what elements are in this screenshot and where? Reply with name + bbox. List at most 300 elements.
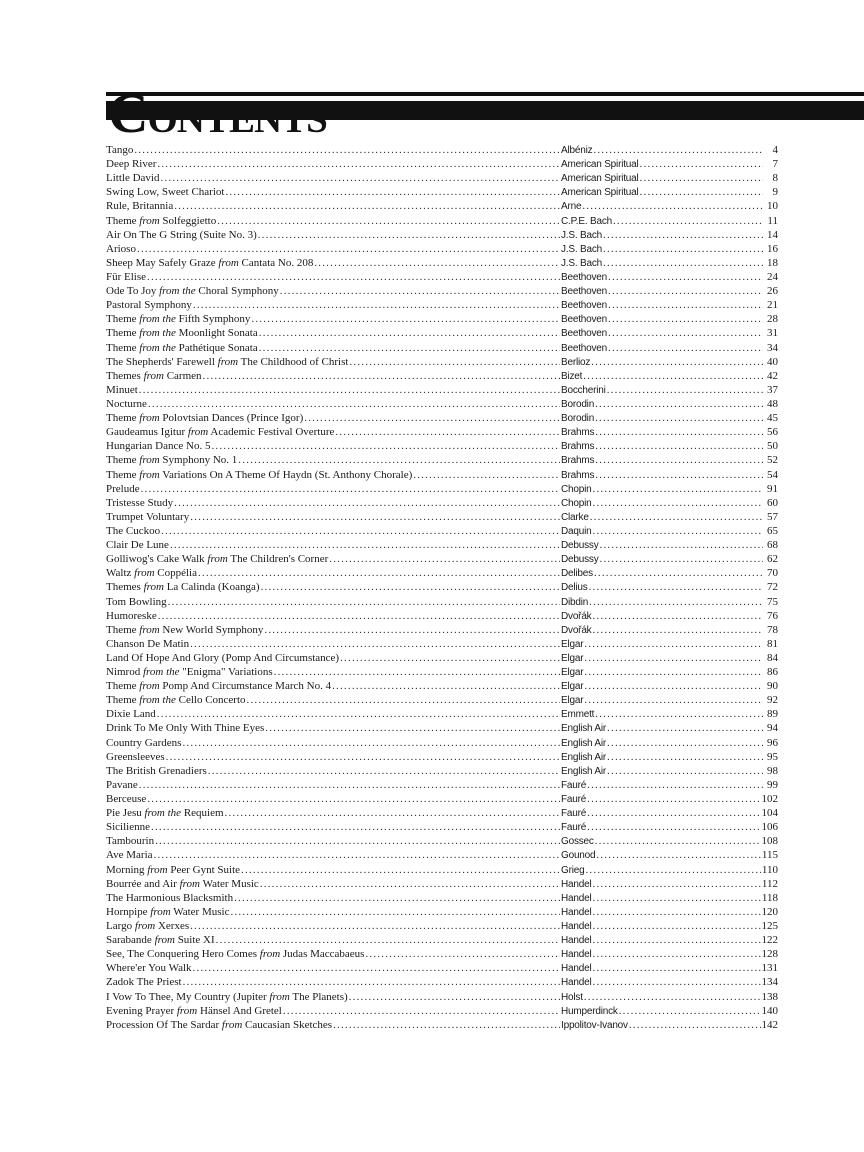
- entry-title: [106, 538, 169, 552]
- dot-leader: [258, 228, 560, 242]
- entry-page-number: 108: [761, 835, 778, 848]
- entry-source-connector: from: [207, 553, 228, 566]
- entry-title: [106, 341, 258, 355]
- contents-entry: [106, 256, 778, 270]
- entry-page-number: 52: [767, 454, 778, 467]
- entry-title-column: [106, 990, 561, 1004]
- dot-leader: [607, 721, 763, 735]
- entry-page-number: 142: [761, 1018, 778, 1031]
- entry-page-number: 54: [767, 468, 778, 481]
- dot-leader: [585, 863, 760, 877]
- entry-composer-column: [561, 468, 778, 483]
- entry-page-number: 128: [761, 948, 778, 961]
- entry-page-number: 57: [767, 510, 778, 523]
- contents-entry: [106, 538, 778, 552]
- entry-page-number: 138: [761, 990, 778, 1003]
- entry-source-connector: from the: [139, 341, 176, 354]
- dot-leader: [592, 623, 763, 637]
- contents-entry: [106, 1018, 778, 1032]
- dot-leader: [603, 242, 763, 256]
- entry-page-number: 92: [767, 694, 778, 707]
- entry-title-text: Nocturne: [106, 397, 147, 410]
- contents-entry: [106, 736, 778, 750]
- dot-leader: [600, 538, 763, 552]
- entry-page-number: 65: [767, 524, 778, 537]
- dot-leader: [608, 298, 763, 312]
- entry-title-text: The Shepherds' Farewell: [106, 355, 215, 368]
- entry-title-column: [106, 214, 561, 228]
- entry-title: [106, 453, 237, 467]
- entry-source-work: Judas Maccabaeus: [282, 948, 365, 961]
- entry-composer-column: [561, 397, 778, 412]
- dot-leader: [608, 312, 763, 326]
- entry-title-column: [106, 806, 561, 820]
- dot-leader: [147, 792, 560, 806]
- dot-leader: [193, 961, 560, 975]
- entry-composer: Elgar: [561, 695, 584, 707]
- entry-composer-column: [561, 242, 778, 257]
- dot-leader: [147, 270, 560, 284]
- entry-composer-column: [561, 143, 778, 158]
- dot-leader: [608, 284, 763, 298]
- entry-title-column: [106, 453, 561, 467]
- entry-composer: J.S. Bach: [561, 229, 602, 241]
- contents-entry: [106, 185, 778, 199]
- entry-source-connector: from: [176, 1004, 198, 1017]
- contents-entry: [106, 609, 778, 623]
- entry-title-text: Pastoral Symphony: [106, 299, 192, 312]
- contents-entry: [106, 679, 778, 693]
- entry-title: [106, 1018, 332, 1032]
- entry-title-column: [106, 284, 561, 298]
- dot-leader: [593, 919, 761, 933]
- dot-leader: [208, 764, 560, 778]
- contents-entry: [106, 1004, 778, 1018]
- entry-composer-column: [561, 750, 778, 765]
- entry-page-number: 34: [767, 341, 778, 354]
- entry-title-column: [106, 693, 561, 707]
- entry-title-column: [106, 298, 561, 312]
- dot-leader: [217, 214, 560, 228]
- entry-page-number: 125: [761, 920, 778, 933]
- entry-title-text: Golliwog's Cake Walk: [106, 553, 205, 566]
- entry-composer: English Air: [561, 723, 607, 735]
- entry-composer-column: [561, 510, 778, 525]
- dot-leader: [230, 905, 560, 919]
- entry-title-text: Land Of Hope And Glory (Pomp And Circumstance): [106, 651, 340, 664]
- entry-title: [106, 721, 264, 735]
- entry-source-connector: from: [134, 920, 156, 933]
- entry-source-connector: from the: [139, 327, 176, 340]
- entry-composer: Elgar: [561, 681, 584, 693]
- contents-entry: [106, 933, 778, 947]
- entry-title: [106, 820, 150, 834]
- entry-source-connector: from: [139, 468, 160, 481]
- contents-entry: [106, 707, 778, 721]
- entry-page-number: 24: [767, 270, 778, 283]
- dot-leader: [260, 877, 560, 891]
- entry-composer-column: [561, 721, 778, 736]
- entry-title-column: [106, 411, 561, 425]
- entry-source-connector: from the: [139, 313, 176, 326]
- entry-title: [106, 468, 412, 482]
- entry-title-text: The Harmonious Blacksmith: [106, 891, 234, 904]
- contents-entry: [106, 764, 778, 778]
- entry-title-column: [106, 933, 561, 947]
- entry-source-connector: from the: [142, 666, 180, 679]
- dot-leader: [141, 482, 560, 496]
- dot-leader: [593, 524, 764, 538]
- entry-title-column: [106, 665, 561, 679]
- entry-title: [106, 439, 210, 453]
- contents-entry: [106, 171, 778, 185]
- entry-composer: Fauré: [561, 808, 587, 820]
- entry-source-work: Coppélia: [157, 567, 197, 580]
- entry-composer: Chopin: [561, 483, 592, 495]
- entry-composer: Holst: [561, 991, 583, 1003]
- entry-composer: Elgar: [561, 638, 584, 650]
- contents-entry: [106, 482, 778, 496]
- dot-leader: [584, 637, 763, 651]
- dot-leader: [198, 566, 560, 580]
- entry-title-column: [106, 312, 561, 326]
- entry-title-column: [106, 439, 561, 453]
- entry-composer: Bizet: [561, 370, 583, 382]
- entry-title: [106, 990, 348, 1004]
- dot-leader: [607, 764, 763, 778]
- contents-entry: [106, 975, 778, 989]
- dot-leader: [238, 453, 560, 467]
- entry-page-number: 45: [767, 412, 778, 425]
- dot-leader: [607, 736, 763, 750]
- entry-title-text: Themes: [106, 581, 141, 594]
- entry-page-number: 112: [761, 877, 778, 890]
- entry-title-text: Ode To Joy: [106, 285, 157, 298]
- entry-title-text: Pavane: [106, 778, 138, 791]
- entry-source-connector: from: [218, 256, 239, 269]
- entry-title-column: [106, 750, 561, 764]
- entry-source-work: Carmen: [166, 369, 202, 382]
- dot-leader: [190, 510, 560, 524]
- entry-composer: Beethoven: [561, 271, 608, 283]
- entry-page-number: 90: [767, 680, 778, 693]
- entry-composer: C.P.E. Bach: [561, 215, 612, 227]
- entry-title-text: Little David: [106, 172, 160, 185]
- entry-page-number: 98: [767, 764, 778, 777]
- entry-page-number: 14: [767, 228, 778, 241]
- dot-leader: [595, 397, 763, 411]
- dot-leader: [593, 877, 761, 891]
- entry-title-text: Theme: [106, 313, 137, 326]
- entry-title: [106, 298, 192, 312]
- entry-source-work: Variations On A Theme Of Haydn (St. Anthony Chorale): [162, 468, 413, 481]
- entry-page-number: 28: [767, 313, 778, 326]
- entry-page-number: 96: [767, 736, 778, 749]
- entry-composer: Gossec: [561, 836, 594, 848]
- entry-source-connector: from the: [159, 285, 196, 298]
- entry-title: [106, 891, 233, 905]
- entry-page-number: 62: [767, 553, 778, 566]
- contents-entry: [106, 228, 778, 242]
- dot-leader: [587, 778, 763, 792]
- entry-title-text: Sarabande: [106, 934, 152, 947]
- entry-title: [106, 383, 138, 397]
- entry-source-connector: from: [134, 567, 155, 580]
- entry-title-text: Humoreske: [106, 609, 157, 622]
- entry-page-number: 68: [767, 539, 778, 552]
- entry-composer-column: [561, 199, 778, 214]
- entry-page-number: 60: [767, 496, 778, 509]
- entry-composer: Ippolitov-Ivanov: [561, 1019, 628, 1031]
- entry-title-text: Evening Prayer: [106, 1004, 175, 1017]
- contents-entry: [106, 961, 778, 975]
- entry-source-connector: from: [143, 581, 164, 594]
- dot-leader: [413, 468, 560, 482]
- contents-entry: [106, 552, 778, 566]
- entry-composer: Brahms: [561, 455, 595, 467]
- entry-source-work: Symphony No. 1: [162, 454, 238, 467]
- dot-leader: [603, 256, 763, 270]
- entry-composer-column: [561, 595, 778, 610]
- contents-list: [106, 143, 778, 1032]
- entry-composer: American Spiritual: [561, 173, 639, 185]
- dot-leader: [333, 1018, 560, 1032]
- entry-title: [106, 157, 156, 171]
- entry-page-number: 81: [767, 637, 778, 650]
- entry-source-connector: from: [221, 1018, 243, 1031]
- entry-title-text: Theme: [106, 680, 137, 693]
- entry-composer-column: [561, 355, 778, 370]
- entry-composer-column: [561, 877, 778, 892]
- entry-source-connector: from: [187, 426, 209, 439]
- entry-page-number: 89: [767, 708, 778, 721]
- contents-entry: [106, 157, 778, 171]
- entry-composer: Handel: [561, 878, 592, 890]
- dot-leader: [160, 171, 560, 185]
- dot-leader: [595, 411, 763, 425]
- entry-composer-column: [561, 820, 778, 835]
- entry-source-connector: from: [217, 355, 239, 368]
- entry-title: [106, 552, 328, 566]
- dot-leader: [151, 820, 560, 834]
- entry-page-number: 56: [767, 426, 778, 439]
- dot-leader: [593, 961, 761, 975]
- entry-page-number: 120: [761, 905, 778, 918]
- entry-title-column: [106, 651, 561, 665]
- entry-composer-column: [561, 425, 778, 440]
- entry-composer: Humperdinck: [561, 1005, 618, 1017]
- entry-title-text: Tango: [106, 144, 134, 156]
- entry-title-text: Prelude: [106, 482, 140, 495]
- entry-title-text: Trumpet Voluntary: [106, 510, 190, 523]
- dot-leader: [587, 820, 760, 834]
- entry-title-text: Theme: [106, 468, 137, 481]
- entry-composer-column: [561, 848, 778, 863]
- entry-title-column: [106, 580, 561, 594]
- dot-leader: [593, 947, 761, 961]
- entry-title-column: [106, 228, 561, 242]
- dot-leader: [251, 312, 560, 326]
- entry-title: [106, 764, 207, 778]
- dot-leader: [596, 848, 761, 862]
- entry-composer: Albéniz: [561, 145, 593, 156]
- entry-composer-column: [561, 792, 778, 807]
- dot-leader: [134, 143, 560, 157]
- entry-title: [106, 975, 182, 989]
- entry-source-connector: from: [139, 214, 160, 227]
- entry-title: [106, 750, 165, 764]
- entry-title-column: [106, 623, 561, 637]
- entry-composer-column: [561, 552, 778, 567]
- entry-title-text: Minuet: [106, 383, 138, 396]
- entry-page-number: 48: [767, 397, 778, 410]
- entry-title-text: Ave Maria: [106, 849, 153, 862]
- contents-entry: [106, 214, 778, 228]
- entry-page-number: 4: [772, 144, 778, 156]
- dot-leader: [139, 778, 560, 792]
- entry-composer-column: [561, 905, 778, 920]
- dot-leader: [595, 834, 761, 848]
- entry-source-connector: from the: [139, 694, 176, 707]
- entry-composer-column: [561, 863, 778, 878]
- entry-title-column: [106, 425, 561, 439]
- contents-entry: [106, 566, 778, 580]
- entry-title-text: Country Gardens: [106, 736, 182, 749]
- contents-entry: [106, 510, 778, 524]
- entry-page-number: 40: [767, 355, 778, 368]
- entry-composer-column: [561, 736, 778, 751]
- contents-entry: [106, 637, 778, 651]
- entry-title-column: [106, 566, 561, 580]
- entry-composer-column: [561, 693, 778, 708]
- entry-source-work: New World Symphony: [162, 623, 264, 636]
- entry-page-number: 94: [767, 722, 778, 735]
- entry-title-column: [106, 341, 561, 355]
- entry-title-text: The British Grenadiers: [106, 764, 207, 777]
- entry-source-connector: from: [139, 623, 160, 636]
- entry-composer-column: [561, 326, 778, 341]
- entry-composer: Dvořák: [561, 624, 592, 636]
- entry-title-column: [106, 256, 561, 270]
- dot-leader: [190, 637, 560, 651]
- entry-source-work: Choral Symphony: [198, 285, 279, 298]
- dot-leader: [247, 693, 560, 707]
- entry-title-column: [106, 961, 561, 975]
- entry-composer: Delibes: [561, 568, 593, 580]
- entry-title: [106, 693, 246, 707]
- dot-leader: [600, 552, 763, 566]
- dot-leader: [314, 256, 560, 270]
- entry-composer: American Spiritual: [561, 187, 639, 199]
- dot-leader: [182, 736, 560, 750]
- contents-entry: [106, 383, 778, 397]
- dot-leader: [584, 665, 763, 679]
- entry-title: [106, 143, 133, 157]
- entry-title: [106, 834, 154, 848]
- entry-composer: Emmett: [561, 709, 595, 721]
- entry-title: [106, 369, 202, 383]
- contents-entry: [106, 341, 778, 355]
- dot-leader: [584, 990, 761, 1004]
- entry-source-connector: from: [139, 412, 160, 425]
- contents-entry: [106, 834, 778, 848]
- entry-title: [106, 496, 173, 510]
- dot-leader: [593, 496, 764, 510]
- entry-title-text: Zadok The Priest: [106, 976, 182, 989]
- entry-source-connector: from: [147, 863, 168, 876]
- entry-composer-column: [561, 369, 778, 384]
- entry-page-number: 110: [761, 863, 778, 876]
- entry-title-text: Tom Bowling: [106, 595, 167, 608]
- dot-leader: [608, 326, 763, 340]
- entry-title-column: [106, 679, 561, 693]
- contents-entry: [106, 439, 778, 453]
- entry-composer: Clarke: [561, 511, 589, 523]
- entry-title-text: Deep River: [106, 158, 157, 171]
- entry-title-text: Clair De Lune: [106, 539, 169, 552]
- entry-page-number: 104: [761, 807, 778, 820]
- dot-leader: [157, 157, 560, 171]
- entry-source-connector: from: [269, 990, 290, 1003]
- dot-leader: [607, 750, 763, 764]
- entry-source-work: Suite XI: [177, 934, 215, 947]
- entry-page-number: 106: [761, 821, 778, 834]
- entry-title-text: Chanson De Matin: [106, 637, 190, 650]
- entry-composer-column: [561, 496, 778, 511]
- entry-composer-column: [561, 961, 778, 976]
- entry-composer-column: [561, 383, 778, 398]
- entry-composer-column: [561, 411, 778, 426]
- dot-leader: [154, 848, 560, 862]
- contents-entry: [106, 721, 778, 735]
- entry-source-work: Pathétique Sonata: [178, 341, 258, 354]
- entry-title-column: [106, 326, 561, 340]
- dot-leader: [589, 580, 763, 594]
- entry-page-number: 10: [767, 200, 778, 213]
- entry-title-text: Morning: [106, 863, 145, 876]
- entry-title: [106, 312, 250, 326]
- entry-composer-column: [561, 157, 778, 172]
- entry-title: [106, 848, 153, 862]
- entry-title-column: [106, 975, 561, 989]
- dot-leader: [603, 228, 763, 242]
- contents-entry: [106, 919, 778, 933]
- entry-page-number: 18: [767, 256, 778, 269]
- entry-page-number: 21: [767, 299, 778, 312]
- dot-leader: [593, 975, 761, 989]
- entry-source-work: La Calinda (Koanga): [166, 581, 260, 594]
- dot-leader: [155, 834, 560, 848]
- title-rule-thick: [106, 101, 864, 120]
- entry-title-text: Drink To Me Only With Thine Eyes: [106, 722, 265, 735]
- entry-title-text: Tambourin: [106, 835, 155, 848]
- entry-composer: Grieg: [561, 864, 585, 876]
- entry-title-column: [106, 595, 561, 609]
- dot-leader: [587, 806, 760, 820]
- entry-title: [106, 284, 279, 298]
- entry-title-column: [106, 736, 561, 750]
- dot-leader: [170, 538, 560, 552]
- entry-title: [106, 863, 240, 877]
- contents-entry: [106, 524, 778, 538]
- contents-entry: [106, 143, 778, 157]
- dot-leader: [590, 510, 763, 524]
- entry-source-work: Moonlight Sonata: [178, 327, 258, 340]
- title-rule-thin: [106, 92, 864, 96]
- entry-title: [106, 397, 147, 411]
- entry-source-work: Academic Festival Overture: [210, 426, 335, 439]
- dot-leader: [595, 425, 763, 439]
